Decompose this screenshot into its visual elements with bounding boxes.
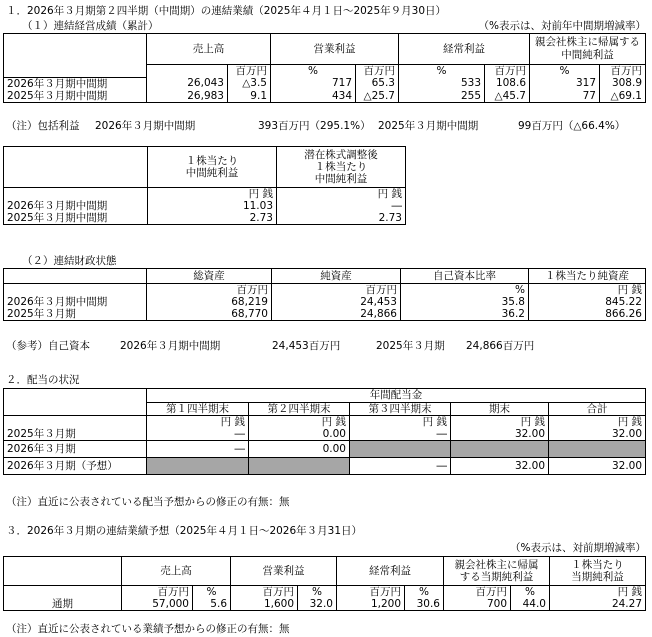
unit-cell: 百万円 [600,65,646,78]
value-cell: 108.6 [485,77,530,90]
value-cell: △25.7 [356,90,399,103]
section3-title: ３．2026年３月期の連結業績予想（2025年４月１日～2026年３月31日） [6,525,363,537]
value-cell: 533 [399,77,485,90]
value-cell: 255 [399,90,485,103]
value-cell: △3.5 [228,77,271,90]
row-label: 2025年３月期中間期 [4,212,148,225]
unit-cell: 百万円 [231,586,298,599]
header-q1-end: 第１四半期末 [147,402,249,416]
unit-cell: % [399,65,485,78]
value-cell: 68,770 [147,308,272,321]
value-cell: 1,200 [337,598,405,611]
operating-results-subtitle: （１）連結経営成績（累計） [22,20,159,32]
unit-cell: % [401,284,529,297]
equity-reference-value: 24,453百万円 [272,340,341,352]
value-cell: 65.3 [356,77,399,90]
header-equity-ratio: 自己資本比率 [401,269,529,284]
value-cell: 26,983 [147,90,228,103]
value-cell: 26,043 [147,77,228,90]
shaded-cell [549,441,646,458]
value-cell: ― [350,428,451,441]
value-cell: 30.6 [405,598,444,611]
eps-table [3,146,406,225]
value-cell: 32.00 [451,428,549,441]
value-cell: 77 [530,90,600,103]
financial-position-subtitle: （２）連結財政状態 [22,255,117,267]
unit-cell: 円 銭 [529,284,646,297]
unit-cell: 円 銭 [147,416,249,429]
unit-cell: 百万円 [444,586,511,599]
unit-cell: 円 銭 [148,188,277,201]
unit-cell: 円 銭 [549,416,646,429]
value-cell: ― [277,200,406,212]
unit-cell: % [298,586,337,599]
value-cell: 5.6 [193,598,231,611]
header-net-income: 親会社株主に帰属する 中間純利益 [530,34,646,65]
value-cell: 32.0 [298,598,337,611]
section1-title: １．2026年３月期第２四半期（中間期）の連結業績（2025年４月１日～2025年９月30日） [6,5,447,17]
value-cell: ― [147,428,249,441]
header-q2-end: 第２四半期末 [249,402,350,416]
unit-cell: 円 銭 [451,416,549,429]
row-label: 2026年３月期中間期 [4,77,147,90]
value-cell: 24.27 [550,598,646,611]
value-cell: 0.00 [249,441,350,458]
shaded-cell [147,458,249,475]
shaded-cell [350,441,451,458]
unit-cell: % [511,586,550,599]
comprehensive-income-period: 2026年３月期中間期 [95,120,196,132]
value-cell: 866.26 [529,308,646,321]
header-ordinary-income: 経常利益 [399,34,530,65]
header-net-income: 親会社株主に帰属 する当期純利益 [444,557,550,586]
value-cell: 35.8 [401,296,529,308]
value-cell: 317 [530,77,600,90]
unit-cell: % [530,65,600,78]
comprehensive-income-label: （注）包括利益 [6,120,80,132]
unit-cell: 百万円 [485,65,530,78]
comprehensive-income-prev-period: 2025年３月期中間期 [378,120,479,132]
value-cell: 434 [271,90,356,103]
row-label: 2025年３月期 [4,308,147,321]
value-cell: 717 [271,77,356,90]
value-cell: 845.22 [529,296,646,308]
equity-reference-prev-period: 2025年３月期 [376,340,445,352]
header-eps: １株当たり 中間純利益 [148,147,277,188]
equity-reference-prev-value: 24,866百万円 [466,340,535,352]
value-cell: ― [147,441,249,458]
row-label: 2025年３月期中間期 [4,90,147,103]
unit-cell: 円 銭 [550,586,646,599]
operating-results-table [3,33,646,103]
value-cell: 24,453 [272,296,401,308]
value-cell: △45.7 [485,90,530,103]
value-cell: 9.1 [228,90,271,103]
value-cell: 32.00 [549,458,646,475]
value-cell: 308.9 [600,77,646,90]
forecast-revision-note: （注）直近に公表されている業績予想からの修正の有無：無 [6,623,290,635]
header-diluted-eps: 潜在株式調整後 １株当たり 中間純利益 [277,147,406,188]
equity-reference-period: 2026年３月期中間期 [120,340,221,352]
unit-cell: 円 銭 [350,416,451,429]
unit-cell: % [193,586,231,599]
header-net-assets: 純資産 [272,269,401,284]
unit-cell: 円 銭 [249,416,350,429]
row-label: 2026年３月期 [4,441,147,458]
forecast-percent-note: （%表示は、対前期増減率） [510,542,646,554]
section2-title: ２．配当の状況 [6,374,80,386]
shaded-cell [451,441,549,458]
value-cell: ― [350,458,451,475]
equity-reference-label: （参考）自己資本 [6,340,90,352]
header-year-end: 期末 [451,402,549,416]
unit-cell: 百万円 [356,65,399,78]
shaded-cell [249,458,350,475]
dividends-table [3,388,646,475]
unit-cell: 百万円 [228,65,271,78]
value-cell: 32.00 [451,458,549,475]
value-cell: 2.73 [148,212,277,225]
unit-cell: 百万円 [147,284,272,297]
header-sales: 売上高 [147,34,271,65]
row-label: 通期 [4,598,122,611]
unit-cell: 百万円 [122,586,193,599]
unit-cell: 百万円 [272,284,401,297]
row-label: 2026年３月期（予想） [4,458,147,475]
header-operating-income: 営業利益 [271,34,399,65]
value-cell: △69.1 [600,90,646,103]
percent-note: （%表示は、対前年中間期増減率） [478,20,646,32]
header-operating-income: 営業利益 [231,557,337,586]
comprehensive-income-prev-value: 99百万円（△66.4%） [518,120,626,132]
unit-cell: % [405,586,444,599]
header-sales: 売上高 [122,557,231,586]
value-cell: 24,866 [272,308,401,321]
row-label: 2025年３月期 [4,428,147,441]
value-cell: 0.00 [249,428,350,441]
value-cell: 2.73 [277,212,406,225]
header-total-assets: 総資産 [147,269,272,284]
value-cell: 32.00 [549,428,646,441]
header-annual-dividend: 年間配当金 [147,389,646,403]
unit-cell: 円 銭 [277,188,406,201]
value-cell: 1,600 [231,598,298,611]
dividend-revision-note: （注）直近に公表されている配当予想からの修正の有無：無 [6,496,290,508]
header-eps: １株当たり 当期純利益 [550,557,646,586]
unit-cell: % [271,65,356,78]
value-cell: 11.03 [148,200,277,212]
value-cell: 36.2 [401,308,529,321]
header-q3-end: 第３四半期末 [350,402,451,416]
header-total: 合計 [549,402,646,416]
header-ordinary-income: 経常利益 [337,557,444,586]
value-cell: 57,000 [122,598,193,611]
row-label: 2026年３月期中間期 [4,296,147,308]
unit-cell: 百万円 [337,586,405,599]
value-cell: 68,219 [147,296,272,308]
row-label: 2026年３月期中間期 [4,200,148,212]
forecast-table [3,556,646,611]
financial-position-table [3,268,646,321]
comprehensive-income-value: 393百万円（295.1%） [258,120,371,132]
value-cell: 44.0 [511,598,550,611]
value-cell: 700 [444,598,511,611]
header-bps: １株当たり純資産 [529,269,646,284]
